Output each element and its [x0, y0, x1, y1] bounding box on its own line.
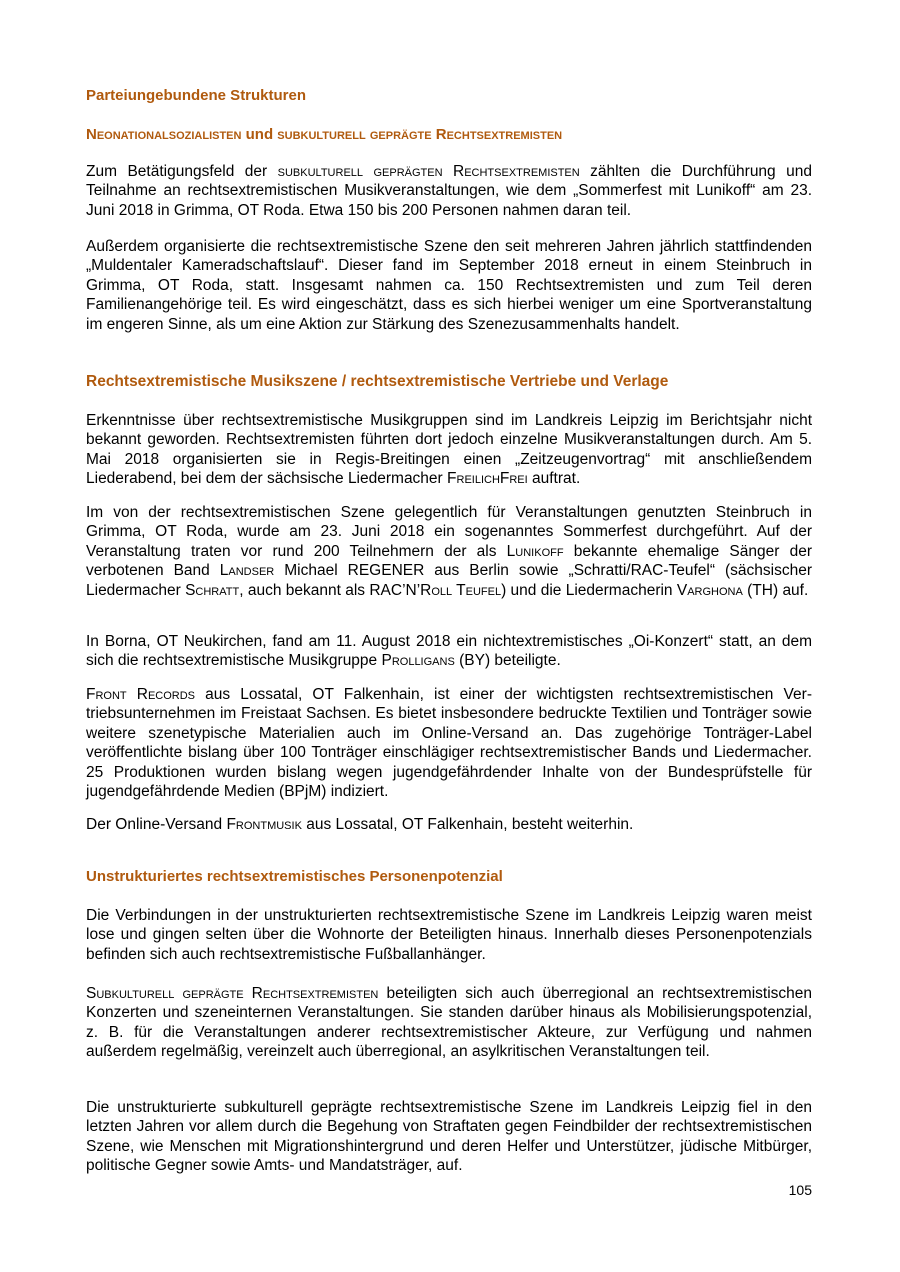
text-run: auftrat. — [527, 470, 581, 488]
text-run-smallcaps: Lunikoff — [506, 542, 564, 560]
text-run-smallcaps: Varghona — [676, 581, 743, 599]
text-run: aus Lossatal, OT Falkenhain, besteht weiterhin. — [301, 816, 634, 833]
text-run: beteiligten sich auch überregional an rechtsextremistischen Konzerten und szeneinternen Veranstaltungen. Sie standen darüber hinaus als Mobilisierungspotenzial, z. B. für die Veranstaltungen anderer rechtsextremistischer Akteure, zur Verfügung und nahmen außerdem regelmäßig, vereinzelt auch überregional, an asylkritischen Veranstaltungen teil. — [86, 985, 812, 1061]
text-run-smallcaps: RAC’N’Roll Teufel — [369, 581, 502, 599]
text-run: In Borna, OT Neukirchen, fand am 11. August 2018 ein nichtextremistisches „Oi-Konzert“ statt, an dem sich die rechtsextremistische Musikgruppe — [86, 633, 812, 670]
paragraph-frontmusik — [86, 815, 812, 834]
text-run: (BY) beteiligte. — [454, 652, 561, 670]
text-run-smallcaps: Prolligans — [381, 652, 455, 670]
section-heading-personenpotenzial: Unstrukturiertes rechtsextremistisches Personenpotenzial — [86, 868, 503, 885]
subsection-heading-musikszene: Rechtsextremistische Musikszene / rechtsextremistische Vertriebe und Verlage — [86, 373, 669, 390]
heading-part-und: und — [241, 126, 278, 143]
text-run-smallcaps: subkulturell geprägten Rechtsextremisten — [277, 163, 580, 180]
text-run: Erkenntnisse über rechtsextremistische Musikgruppen sind im Landkreis Leipzig im Berichtsjahr nicht bekannt geworden. Rechtsextremisten führten dort jedoch einzelne Musikveranstaltungen durch. Am 5. Mai 2018 organisierten sie in Regis-Breitingen einen „Zeitzeugenvortrag“ mit anschließendem Liederabend, bei dem der sächsische Liedermacher — [86, 412, 812, 488]
text-run-smallcaps: Frontmusik — [226, 816, 302, 833]
heading-part-neonat: Neonationalsozialisten — [86, 126, 242, 143]
text-run: , auch bekannt als — [239, 581, 370, 599]
text-run-smallcaps: Schratt — [185, 581, 240, 599]
paragraph-sommerfest — [86, 503, 812, 600]
page-number: 105 — [788, 1182, 812, 1198]
text-run: bekannte ehemalige Sänger der verbotenen Band — [86, 542, 812, 580]
text-run-smallcaps: FreilichFrei — [447, 470, 528, 488]
paragraph-betaetigungsfeld — [86, 162, 812, 220]
text-run: Michael REGENER aus Berlin sowie „Schratti/RAC-Teufel“ (sächsischer Liedermacher — [86, 562, 812, 599]
paragraph-verbindungen: Die Verbindungen in der unstrukturierten rechtsextremistische Szene im Landkreis Leipzig waren meist lose und gingen selten über die Wohnorte der Beteiligten hinaus. Innerhalb dieses Personenpotenzials befinden sich auch rechtsextremistische Fußballanhänger. — [86, 907, 812, 963]
text-run: Zum Betätigungsfeld der — [86, 163, 278, 180]
text-run-smallcaps: Front Records — [86, 686, 196, 703]
text-run: ) und die Liedermacherin — [501, 581, 677, 599]
text-run: aus Lossatal, OT Falkenhain, ist einer der wichtigsten rechtsextremistischen Vertriebsunternehmen im Freistaat Sachsen. Es bietet insbesondere bedruckte Textilien und Tonträger sowie weitere szenetypische Materialien auch im Online-Versand an. Das zugehörige Tonträger-Label veröffentlichte bislang über 100 Tonträger einschlägiger rechtsextremistischer Bands und Liedermacher. 25 Produktionen wurden bislang wegen jugendgefährdender Inhalte von der Bundesprüfstelle für jugendgefährdende Medien (BPjM) indiziert. — [86, 686, 812, 801]
heading-part-subkulturell: subkulturell geprägte Rechtsextremisten — [277, 126, 563, 143]
paragraph-unstrukturierte-szene: Die unstrukturierte subkulturell geprägte rechtsextremistische Szene im Landkreis Leipzig fiel in den letzten Jahren vor allem durch die Begehung von Straftaten gegen Feindbilder der rechtsextremistischen Szene, wie Menschen mit Migrationshintergrund und deren Helfer und Unterstützer, jüdische Mitbürger, politische Gegner sowie Amts- und Mandatsträger, auf. — [86, 1099, 812, 1175]
subsection-heading-neonationalsozialisten — [86, 126, 562, 143]
section-heading-parteiungebunden: Parteiungebundene Strukturen — [86, 87, 307, 104]
paragraph-oi-konzert — [86, 632, 812, 671]
paragraph-subkulturell — [86, 984, 812, 1062]
paragraph-kameradschaftslauf: Außerdem organisierte die rechtsextremistische Szene den seit mehreren Jahren jährlich stattfindenden „Muldentaler Kameradschaftslauf“. Dieser fand im September 2018 erneut in einem Steinbruch in Grimma, OT Roda, statt. Insgesamt nahmen ca. 150 Rechtsextremisten und zum Teil deren Familienangehörige teil. Es wird eingeschätzt, dass es sich hierbei weniger um eine Sportveranstaltung im engeren Sinne, als um eine Aktion zur Stärkung des Szenezusammenhalts handelt. — [86, 238, 812, 333]
text-run: (TH) auf. — [742, 581, 809, 599]
text-run-smallcaps: Landser — [219, 562, 275, 580]
text-run: Im von der rechtsextremistischen Szene gelegentlich für Veranstaltungen genutzten Steinbruch in Grimma, OT Roda, wurde am 23. Juni 2018 ein sogenanntes Sommerfest durchgeführt. Auf der Veranstaltung traten vor rund 200 Teilnehmern der als — [86, 504, 812, 560]
text-run: Der Online-Versand — [86, 816, 227, 833]
text-run-smallcaps: Subkulturell geprägte Rechtsextremisten — [86, 985, 379, 1002]
paragraph-front-records — [86, 685, 812, 801]
text-run: zählten die Durchführung und Teilnahme an rechtsextremistischen Musikveranstaltungen, wie dem „Sommerfest mit Lunikoff“ am 23. Juni 2018 in Grimma, OT Roda. Etwa 150 bis 200 Personen nahmen daran teil. — [86, 163, 812, 219]
paragraph-musikgruppen — [86, 411, 812, 489]
